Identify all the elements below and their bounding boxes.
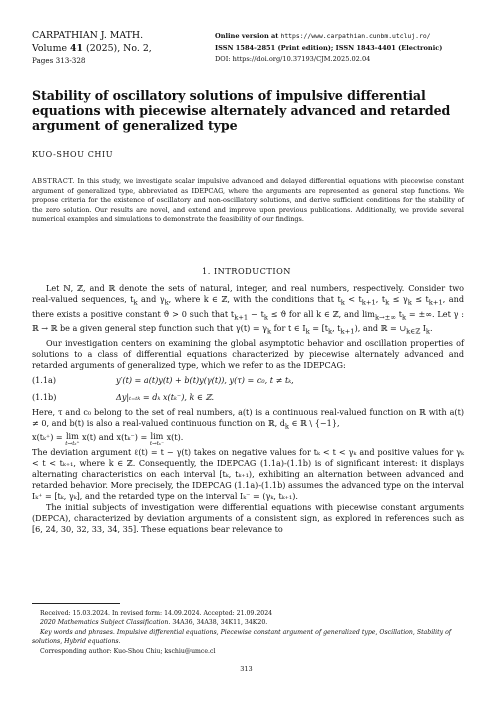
online-info bbox=[215, 31, 442, 66]
paper-title: Stability of oscillatory solutions of impulsive differential equations with piecewise alternately advanced and retarded argument of generalized type bbox=[32, 88, 451, 133]
paragraph-intro: Let ℕ, ℤ, and ℝ denote the sets of natural, integer, and real numbers, respectively. Consider two real-valued sequences, $t_k$ and $\gamma_k$, where k ∈ ℤ, with the conditions that $t_k < t_{k+1}$, $t_k \le \gamma_k \le t_{k+1}$, and there exists a positive constant ϑ > 0 such that $t_{k+1} - t_k \le ϑ$ for all k ∈ ℤ, and $\lim_{k\to\pm\infty} t_k$ = ±∞. Let γ : ℝ → ℝ be a given general step function such that $\gamma(t) = \gamma_k$ for t ∈ $I_k = [t_k$, $t_{k+1}$), and ℝ = $\cup_{k\in ℤ}$ $I_k$. bbox=[32, 283, 465, 336]
journal-info bbox=[32, 30, 152, 68]
online-version: Online version at https://www.carpathian.cunbm.utcluj.ro/ bbox=[215, 32, 431, 40]
footnotes bbox=[32, 609, 464, 656]
footnote-corresponding: Corresponding author: Kuo-Shou Chiu; kschiu@umce.cl bbox=[40, 647, 216, 655]
footnote-keywords: Key words and phrases. Impulsive differential equations, Piecewise constant argument of generalized type, Oscillation, Stability of solutions, Hybrid equations. bbox=[32, 628, 452, 646]
paragraph-history: The initial subjects of investigation were differential equations with piecewise constant arguments (DEPCA), characterized by deviation arguments of a consistent sign, as explored in references such as [6, 24, 30, 32, 33, 34, 35]. These equations bear relevance to bbox=[32, 502, 464, 535]
footnote-msc: 2020 Mathematics Subject Classification. 34A36, 34A38, 34K11, 34K20. bbox=[40, 619, 268, 627]
journal-volume: Volume 41 (2025), No. 2, bbox=[32, 42, 152, 54]
equation-label: (1.1b) bbox=[32, 391, 57, 402]
issn-line: ISSN 1584-2851 (Print edition); ISSN 1843-4401 (Electronic) bbox=[215, 43, 443, 52]
limit-minus: lim t→tₖ⁻ bbox=[149, 431, 165, 448]
limit-plus: lim t→tₖ⁺ bbox=[65, 431, 80, 448]
author-name: KUO-SHOU CHIU bbox=[32, 150, 114, 159]
paragraph-investigation: Our investigation centers on examining the global asymptotic behavior and oscillation properties of solutions to a class of differential equations characterized by piecewise alternately advanced and retarded arguments of generalized type, which we refer to as the IDEPCAG: bbox=[32, 337, 464, 370]
online-url-link[interactable]: https://www.carpathian.cunbm.utcluj.ro/ bbox=[280, 32, 431, 40]
page-number: 313 bbox=[240, 665, 253, 673]
abstract-label: ABSTRACT. bbox=[32, 177, 75, 185]
abstract bbox=[32, 177, 464, 225]
equation-label: (1.1a) bbox=[32, 374, 57, 385]
paragraph-definitions: Here, τ and c₀ belong to the set of real numbers, a(t) is a continuous real-valued function on ℝ with a(t) ≠ 0, and b(t) is also a real-valued continuous function on ℝ, $d_k$ ∈ ℝ \ {−1}, x(tₖ⁺) = lim t→tₖ⁺ x(t) and x(tₖ⁻) = lim t→tₖ⁻ x(t). bbox=[32, 406, 464, 448]
equation-1-1a bbox=[32, 373, 464, 388]
journal-pages: Pages 313-328 bbox=[32, 56, 86, 66]
abstract-text: In this study, we investigate scalar impulsive advanced and delayed differential equations with piecewise constant argument of generalized type, abbreviated as IDEPCAG, where the arguments are represented as general step functions. We propose criteria for the existence of oscillatory and non-oscillatory solutions, and derive sufficient conditions for the stability of the zero solution. Our results are novel, and extend and improve upon previous publications. Additionally, we provide several numerical examples and simulations to demonstrate the feasibility of our findings. bbox=[32, 177, 464, 224]
equation-1-1b bbox=[32, 390, 464, 405]
section-heading: 1. INTRODUCTION bbox=[202, 266, 291, 276]
footnote-rule bbox=[32, 603, 120, 604]
equation-body: y′(t) = a(t)y(t) + b(t)y(γ(t)), y(τ) = c₀, t ≠ tₖ, bbox=[116, 374, 294, 385]
paragraph-deviation: The deviation argument ℓ(t) = t − γ(t) takes on negative values for tₖ < t < γₖ and positive values for γₖ < t < tₖ₊₁, where k ∈ ℤ. Consequently, the IDEPCAG (1.1a)-(1.1b) is of significant interest: it displays alternating characteristics on each interval [tₖ, tₖ₊₁), exhibiting an alternation between advanced and retarded behavior. More precisely, the IDEPCAG (1.1a)-(1.1b) assumes the advanced type on the interval Iₖ⁺ = [tₖ, γₖ], and the retarded type on the interval Iₖ⁻ = (γₖ, tₖ₊₁). bbox=[32, 447, 464, 502]
equation-body: Δy|ₜ₌ₜₖ = dₖ x(tₖ⁻), k ∈ ℤ. bbox=[116, 391, 215, 402]
journal-name: CARPATHIAN J. MATH. bbox=[32, 30, 144, 41]
body-text bbox=[32, 283, 464, 535]
doi-line[interactable]: DOI: https://doi.org/10.37193/CJM.2025.02.04 bbox=[215, 55, 371, 64]
footnote-dates: Received: 15.03.2024. In revised form: 14.09.2024. Accepted: 21.09.2024 bbox=[40, 610, 273, 617]
